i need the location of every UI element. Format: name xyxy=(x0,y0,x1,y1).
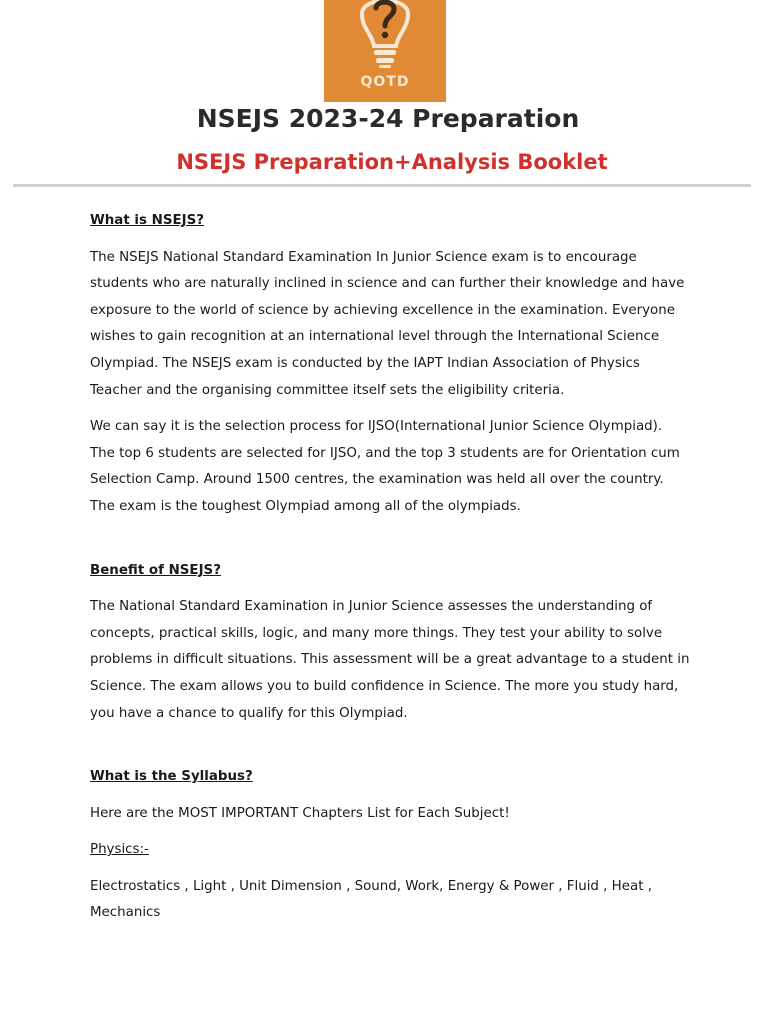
document-subtitle: NSEJS Preparation+Analysis Booklet xyxy=(176,150,608,174)
document-title: NSEJS 2023-24 Preparation xyxy=(196,104,580,133)
physics-label: Physics:- xyxy=(90,842,149,858)
section-heading-syllabus: What is the Syllabus? xyxy=(90,769,253,785)
document-body xyxy=(90,208,690,927)
paragraph-syllabus-intro: Here are the MOST IMPORTANT Chapters List for Each Subject! xyxy=(90,805,510,821)
logo-text: QOTD xyxy=(360,74,410,90)
paragraph-what-is-1: The NSEJS National Standard Examination In Junior Science exam is to encourage students who are naturally inclined in science and can further their knowledge and have exposure to the world of science by achieving excellence in the examination. Everyone wishes to gain recognition at an international level through the International Science Olympiad. The NSEJS exam is conducted by the IAPT Indian Association of Physics Teacher and the organising committee itself sets the eligibility criteria. xyxy=(90,249,685,398)
paragraph-benefit-1: The National Standard Examination in Junior Science assesses the understanding of concepts, practical skills, logic, and many more things. They test your ability to solve problems in difficult situations. This assessment will be a great advantage to a student in Science. The exam allows you to build confidence in Science. The more you study hard, you have a chance to qualify for this Olympiad. xyxy=(90,599,690,721)
physics-chapters: Electrostatics , Light , Unit Dimension , Sound, Work, Energy & Power , Fluid , Heat , Mechanics xyxy=(90,878,652,921)
section-heading-what-is: What is NSEJS? xyxy=(90,213,205,228)
qotd-logo xyxy=(324,0,446,102)
section-heading-benefit: Benefit of NSEJS? xyxy=(90,562,221,578)
header-divider xyxy=(13,184,751,187)
paragraph-what-is-2: We can say it is the selection process for IJSO(International Junior Science Olympiad). The top 6 students are selected for IJSO, and the top 3 students are for Orientation cum Selection Camp. Around 1500 centres, the examination was held all over the country. The exam is the toughest Olympiad among all of the olympiads. xyxy=(90,419,680,514)
